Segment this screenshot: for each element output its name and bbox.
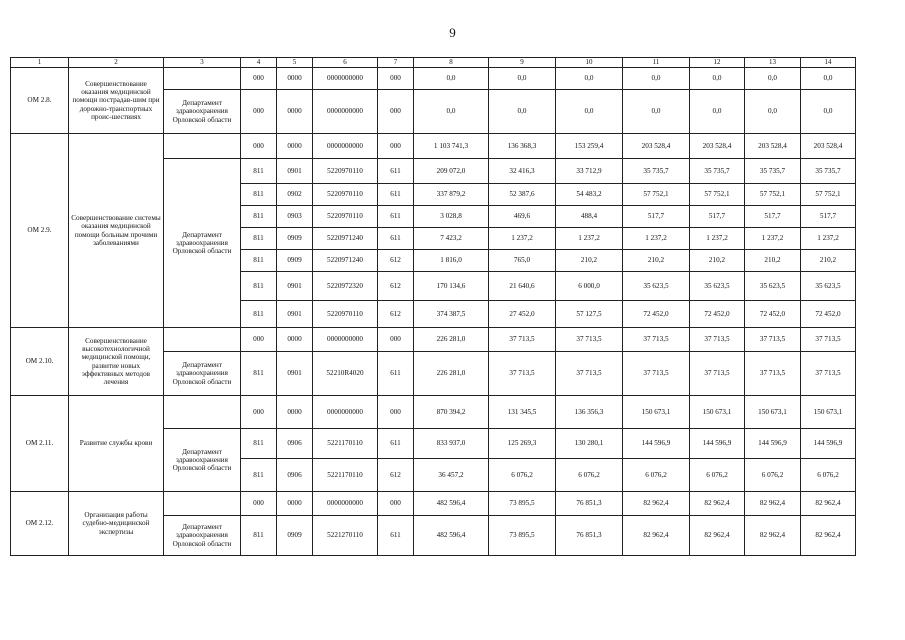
table-cell-col-4: 000 [241, 134, 277, 159]
header-col-11: 11 [623, 58, 690, 68]
table-cell-col-6: 5220971240 [313, 250, 378, 272]
table-cell-col-4: 000 [241, 90, 277, 134]
measure-code: ОМ 2.12. [11, 492, 69, 556]
table-cell-col-12: 82 962,4 [690, 516, 745, 556]
measure-name: Развитие службы крови [69, 396, 164, 492]
table-cell-col-10: 54 483,2 [556, 184, 623, 206]
table-cell-col-7: 611 [378, 429, 414, 459]
table-cell-col-4: 811 [241, 159, 277, 184]
table-cell-col-9: 0,0 [489, 90, 556, 134]
table-cell-col-14: 35 623,5 [801, 272, 856, 301]
table-cell-col-7: 612 [378, 272, 414, 301]
table-cell-col-5: 0901 [277, 352, 313, 396]
table-cell-col-6: 5220970110 [313, 206, 378, 228]
table-cell-col-6: 5221170110 [313, 459, 378, 492]
table-cell-col-14: 203 528,4 [801, 134, 856, 159]
table-cell-col-12: 517,7 [690, 206, 745, 228]
table-cell-col-12: 144 596,9 [690, 429, 745, 459]
table-cell-col-12: 35 623,5 [690, 272, 745, 301]
table-cell-col-13: 82 962,4 [745, 516, 801, 556]
header-col-9: 9 [489, 58, 556, 68]
table-cell-col-6: 5220972320 [313, 272, 378, 301]
table-cell-col-10: 33 712,9 [556, 159, 623, 184]
executor-name: Департамент здравоохранения Орловской области [164, 90, 241, 134]
table-cell-col-11: 37 713,5 [623, 328, 690, 352]
table-cell-col-11: 6 076,2 [623, 459, 690, 492]
table-cell-col-12: 57 752,1 [690, 184, 745, 206]
table-row [11, 68, 856, 90]
table-cell-col-12: 203 528,4 [690, 134, 745, 159]
table-cell-col-8: 3 028,8 [414, 206, 489, 228]
table-cell-col-9: 73 895,5 [489, 492, 556, 516]
measure-name: Совершенствование высокотехнологичной медицинской помощи, развитие новых эффективных методов лечения [69, 328, 164, 396]
table-cell-col-10: 0,0 [556, 90, 623, 134]
table-cell-col-6: 5221270110 [313, 516, 378, 556]
table-cell-col-12: 210,2 [690, 250, 745, 272]
table-cell-col-10: 130 280,1 [556, 429, 623, 459]
table-cell-col-5: 0901 [277, 159, 313, 184]
measure-name: Совершенствование оказания медицинской помощи пострадав-шим при дорожно-транспортных проис-шествиях [69, 68, 164, 134]
table-cell-col-8: 482 596,4 [414, 516, 489, 556]
table-cell-col-8: 0,0 [414, 68, 489, 90]
table-cell-col-13: 37 713,5 [745, 352, 801, 396]
table-cell-col-14: 0,0 [801, 90, 856, 134]
table-cell-col-12: 0,0 [690, 68, 745, 90]
header-col-12: 12 [690, 58, 745, 68]
table-cell-col-6: 5220970110 [313, 159, 378, 184]
table-cell-col-14: 57 752,1 [801, 184, 856, 206]
table-cell-col-6: 0000000000 [313, 134, 378, 159]
table-cell-col-10: 37 713,5 [556, 328, 623, 352]
table-cell-col-11: 82 962,4 [623, 516, 690, 556]
table-cell-col-8: 1 103 741,3 [414, 134, 489, 159]
table-cell-col-8: 337 879,2 [414, 184, 489, 206]
table-cell-col-9: 32 416,3 [489, 159, 556, 184]
table-cell-col-14: 150 673,1 [801, 396, 856, 429]
table-cell-col-13: 35 623,5 [745, 272, 801, 301]
table-cell-col-11: 72 452,0 [623, 301, 690, 328]
table-cell-col-11: 517,7 [623, 206, 690, 228]
table-cell-col-9: 765,0 [489, 250, 556, 272]
table-cell-col-8: 482 596,4 [414, 492, 489, 516]
table-cell-col-10: 1 237,2 [556, 228, 623, 250]
page-number: 9 [449, 25, 456, 40]
measure-code: ОМ 2.9. [11, 134, 69, 328]
table-cell-col-7: 611 [378, 228, 414, 250]
table-cell-col-9: 131 345,5 [489, 396, 556, 429]
executor-total-cell [164, 396, 241, 429]
table-cell-col-14: 37 713,5 [801, 352, 856, 396]
table-cell-col-11: 1 237,2 [623, 228, 690, 250]
table-cell-col-14: 82 962,4 [801, 492, 856, 516]
table-cell-col-8: 870 394,2 [414, 396, 489, 429]
header-col-5: 5 [277, 58, 313, 68]
table-cell-col-13: 0,0 [745, 90, 801, 134]
table-cell-col-12: 6 076,2 [690, 459, 745, 492]
table-cell-col-9: 0,0 [489, 68, 556, 90]
budget-table [10, 57, 856, 556]
table-cell-col-10: 0,0 [556, 68, 623, 90]
executor-total-cell [164, 328, 241, 352]
table-cell-col-13: 6 076,2 [745, 459, 801, 492]
table-cell-col-5: 0901 [277, 301, 313, 328]
table-cell-col-7: 611 [378, 206, 414, 228]
table-cell-col-5: 0906 [277, 429, 313, 459]
table-cell-col-12: 150 673,1 [690, 396, 745, 429]
table-cell-col-6: 0000000000 [313, 396, 378, 429]
table-cell-col-8: 226 281,0 [414, 352, 489, 396]
table-cell-col-9: 6 076,2 [489, 459, 556, 492]
table-cell-col-12: 82 962,4 [690, 492, 745, 516]
table-cell-col-14: 0,0 [801, 68, 856, 90]
table-cell-col-12: 0,0 [690, 90, 745, 134]
table-cell-col-5: 0909 [277, 250, 313, 272]
table-cell-col-4: 811 [241, 459, 277, 492]
table-cell-col-8: 170 134,6 [414, 272, 489, 301]
table-cell-col-14: 1 237,2 [801, 228, 856, 250]
table-cell-col-11: 150 673,1 [623, 396, 690, 429]
table-cell-col-13: 35 735,7 [745, 159, 801, 184]
table-cell-col-6: 0000000000 [313, 90, 378, 134]
table-cell-col-8: 374 387,5 [414, 301, 489, 328]
table-cell-col-10: 37 713,5 [556, 352, 623, 396]
executor-name: Департамент здравоохранения Орловской области [164, 516, 241, 556]
table-cell-col-5: 0000 [277, 68, 313, 90]
table-cell-col-7: 612 [378, 459, 414, 492]
table-cell-col-5: 0000 [277, 328, 313, 352]
header-col-7: 7 [378, 58, 414, 68]
table-cell-col-6: 0000000000 [313, 492, 378, 516]
table-cell-col-13: 150 673,1 [745, 396, 801, 429]
table-cell-col-10: 136 356,3 [556, 396, 623, 429]
table-cell-col-13: 144 596,9 [745, 429, 801, 459]
header-row [11, 58, 856, 68]
table-cell-col-10: 76 851,3 [556, 516, 623, 556]
executor-name: Департамент здравоохранения Орловской области [164, 429, 241, 492]
table-cell-col-14: 517,7 [801, 206, 856, 228]
measure-name: Совершенствование системы оказания медицинской помощи больным прочими заболеваниями [69, 134, 164, 328]
table-cell-col-14: 210,2 [801, 250, 856, 272]
table-cell-col-6: 5221170110 [313, 429, 378, 459]
executor-name: Департамент здравоохранения Орловской области [164, 159, 241, 328]
table-cell-col-10: 76 851,3 [556, 492, 623, 516]
table-cell-col-9: 1 237,2 [489, 228, 556, 250]
table-cell-col-4: 811 [241, 301, 277, 328]
table-cell-col-9: 37 713,5 [489, 328, 556, 352]
table-row [11, 492, 856, 516]
table-cell-col-11: 57 752,1 [623, 184, 690, 206]
table-cell-col-5: 0903 [277, 206, 313, 228]
table-cell-col-4: 000 [241, 396, 277, 429]
table-cell-col-11: 82 962,4 [623, 492, 690, 516]
table-cell-col-6: 0000000000 [313, 68, 378, 90]
table-cell-col-7: 611 [378, 184, 414, 206]
table-cell-col-9: 136 368,3 [489, 134, 556, 159]
header-col-4: 4 [241, 58, 277, 68]
table-cell-col-7: 000 [378, 396, 414, 429]
table-cell-col-14: 144 596,9 [801, 429, 856, 459]
header-col-1: 1 [11, 58, 69, 68]
table-cell-col-13: 0,0 [745, 68, 801, 90]
table-cell-col-4: 811 [241, 228, 277, 250]
table-cell-col-8: 36 457,2 [414, 459, 489, 492]
table-cell-col-14: 37 713,5 [801, 328, 856, 352]
table-cell-col-12: 37 713,5 [690, 328, 745, 352]
table-cell-col-11: 210,2 [623, 250, 690, 272]
table-cell-col-9: 469,6 [489, 206, 556, 228]
executor-total-cell [164, 492, 241, 516]
table-cell-col-7: 611 [378, 516, 414, 556]
table-cell-col-4: 811 [241, 250, 277, 272]
table-cell-col-7: 000 [378, 134, 414, 159]
table-cell-col-9: 73 895,5 [489, 516, 556, 556]
table-cell-col-9: 52 387,6 [489, 184, 556, 206]
table-cell-col-4: 811 [241, 206, 277, 228]
table-row [11, 328, 856, 352]
table-cell-col-7: 612 [378, 301, 414, 328]
table-cell-col-7: 000 [378, 492, 414, 516]
table-cell-col-5: 0909 [277, 228, 313, 250]
table-cell-col-14: 82 962,4 [801, 516, 856, 556]
measure-code: ОМ 2.11. [11, 396, 69, 492]
measure-code: ОМ 2.10. [11, 328, 69, 396]
table-cell-col-4: 000 [241, 492, 277, 516]
header-col-3: 3 [164, 58, 241, 68]
table-cell-col-8: 209 072,0 [414, 159, 489, 184]
table-cell-col-6: 5220970110 [313, 184, 378, 206]
table-cell-col-12: 72 452,0 [690, 301, 745, 328]
measure-code: ОМ 2.8. [11, 68, 69, 134]
table-cell-col-7: 000 [378, 68, 414, 90]
table-cell-col-7: 000 [378, 90, 414, 134]
table-cell-col-4: 811 [241, 272, 277, 301]
table-cell-col-12: 35 735,7 [690, 159, 745, 184]
table-cell-col-9: 21 640,6 [489, 272, 556, 301]
table-cell-col-13: 517,7 [745, 206, 801, 228]
table-cell-col-5: 0000 [277, 134, 313, 159]
table-cell-col-5: 0000 [277, 492, 313, 516]
table-cell-col-13: 37 713,5 [745, 328, 801, 352]
table-cell-col-14: 72 452,0 [801, 301, 856, 328]
table-cell-col-5: 0901 [277, 272, 313, 301]
table-cell-col-8: 833 937,0 [414, 429, 489, 459]
table-row [11, 134, 856, 159]
header-col-14: 14 [801, 58, 856, 68]
table-cell-col-13: 82 962,4 [745, 492, 801, 516]
table-cell-col-4: 811 [241, 429, 277, 459]
table-cell-col-14: 6 076,2 [801, 459, 856, 492]
table-cell-col-7: 612 [378, 250, 414, 272]
table-cell-col-11: 0,0 [623, 68, 690, 90]
table-cell-col-4: 000 [241, 328, 277, 352]
table-cell-col-11: 203 528,4 [623, 134, 690, 159]
table-cell-col-4: 811 [241, 352, 277, 396]
table-cell-col-7: 000 [378, 328, 414, 352]
table-cell-col-10: 488,4 [556, 206, 623, 228]
table-cell-col-11: 35 735,7 [623, 159, 690, 184]
table-cell-col-6: 0000000000 [313, 328, 378, 352]
header-col-6: 6 [313, 58, 378, 68]
header-col-13: 13 [745, 58, 801, 68]
table-cell-col-5: 0902 [277, 184, 313, 206]
table-cell-col-11: 144 596,9 [623, 429, 690, 459]
table-cell-col-8: 226 281,0 [414, 328, 489, 352]
table-cell-col-11: 35 623,5 [623, 272, 690, 301]
table-cell-col-10: 6 000,0 [556, 272, 623, 301]
table-cell-col-6: 5220971240 [313, 228, 378, 250]
table-cell-col-10: 6 076,2 [556, 459, 623, 492]
table-cell-col-7: 611 [378, 352, 414, 396]
table-cell-col-4: 000 [241, 68, 277, 90]
table-cell-col-11: 0,0 [623, 90, 690, 134]
table-cell-col-14: 35 735,7 [801, 159, 856, 184]
table-cell-col-9: 125 269,3 [489, 429, 556, 459]
header-col-8: 8 [414, 58, 489, 68]
table-cell-col-7: 611 [378, 159, 414, 184]
table-cell-col-6: 52210R4020 [313, 352, 378, 396]
table-cell-col-10: 210,2 [556, 250, 623, 272]
executor-name: Департамент здравоохранения Орловской области [164, 352, 241, 396]
table-cell-col-8: 0,0 [414, 90, 489, 134]
table-cell-col-11: 37 713,5 [623, 352, 690, 396]
measure-name: Организация работы судебно-медицинской экспертизы [69, 492, 164, 556]
table-cell-col-9: 27 452,0 [489, 301, 556, 328]
table-cell-col-5: 0909 [277, 516, 313, 556]
header-col-2: 2 [69, 58, 164, 68]
header-col-10: 10 [556, 58, 623, 68]
table-cell-col-10: 153 259,4 [556, 134, 623, 159]
table-cell-col-5: 0000 [277, 90, 313, 134]
table-cell-col-5: 0000 [277, 396, 313, 429]
table-cell-col-13: 72 452,0 [745, 301, 801, 328]
table-cell-col-8: 1 816,0 [414, 250, 489, 272]
table-cell-col-9: 37 713,5 [489, 352, 556, 396]
table-cell-col-12: 1 237,2 [690, 228, 745, 250]
executor-total-cell [164, 68, 241, 90]
table-row [11, 396, 856, 429]
table-cell-col-12: 37 713,5 [690, 352, 745, 396]
table-cell-col-13: 203 528,4 [745, 134, 801, 159]
table-cell-col-13: 57 752,1 [745, 184, 801, 206]
table-cell-col-4: 811 [241, 516, 277, 556]
table-cell-col-13: 210,2 [745, 250, 801, 272]
table-cell-col-13: 1 237,2 [745, 228, 801, 250]
table-cell-col-8: 7 423,2 [414, 228, 489, 250]
table-cell-col-6: 5220970110 [313, 301, 378, 328]
executor-total-cell [164, 134, 241, 159]
table-cell-col-10: 57 127,5 [556, 301, 623, 328]
table-cell-col-4: 811 [241, 184, 277, 206]
table-cell-col-5: 0906 [277, 459, 313, 492]
